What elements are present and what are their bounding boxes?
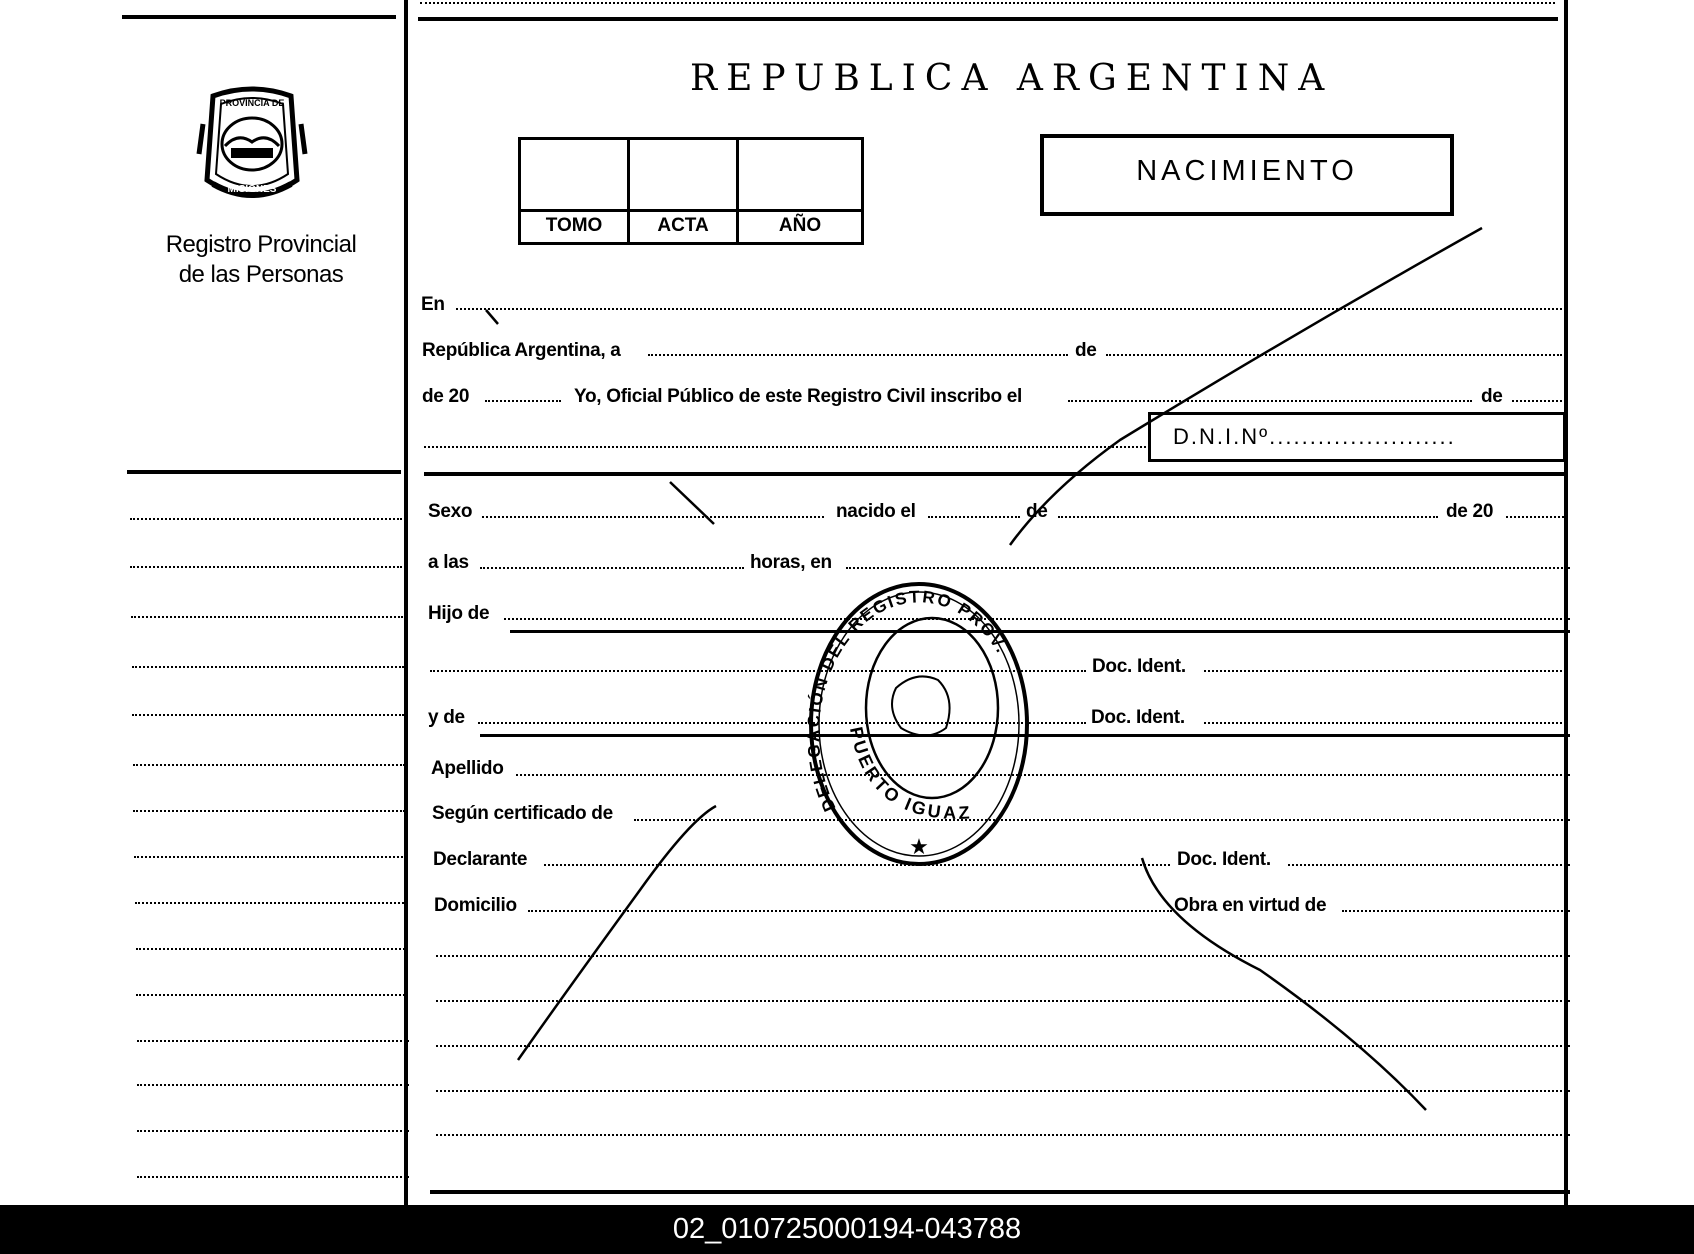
republica-label: República Argentina, a bbox=[422, 340, 621, 361]
tomo-label: TOMO bbox=[521, 209, 627, 242]
y-de-label: y de bbox=[428, 707, 465, 728]
de-label-2: de bbox=[1481, 386, 1503, 407]
declarante-label: Declarante bbox=[433, 849, 528, 870]
doc-ident-label-1: Doc. Ident. bbox=[1092, 656, 1186, 677]
stamp-ring-text: DELEG CIÓN DEL REGISTRO PROV. bbox=[806, 587, 1012, 815]
stamp-star-icon: ★ bbox=[909, 835, 929, 860]
de-label-3: de bbox=[1026, 501, 1048, 522]
ano-label: AÑO bbox=[739, 209, 861, 242]
de20-label: de 20 bbox=[422, 386, 470, 407]
logo-text-bottom: MISIONES bbox=[227, 184, 277, 195]
registry-name-line2: de las Personas bbox=[178, 261, 344, 288]
apellido-label: Apellido bbox=[431, 758, 504, 779]
sexo-label: Sexo bbox=[428, 501, 473, 522]
country-title: REPUBLICA ARGENTINA bbox=[690, 58, 1334, 99]
footer-bar bbox=[0, 1205, 1694, 1254]
stamp-city-text: PUERTO IGUAZ bbox=[845, 725, 973, 824]
official-seal-stamp bbox=[806, 578, 1032, 870]
tick-mark-en bbox=[486, 310, 498, 324]
diagonal-cancel-stroke bbox=[1010, 228, 1482, 545]
doc-ident-label-3: Doc. Ident. bbox=[1177, 849, 1271, 870]
hijo-de-label: Hijo de bbox=[428, 603, 490, 624]
acta-label: ACTA bbox=[630, 209, 736, 242]
document-id: 02_010725000194-043788 bbox=[672, 1213, 1022, 1245]
registry-name-line1: Registro Provincial bbox=[165, 231, 357, 258]
nacido-el-label: nacido el bbox=[836, 501, 916, 522]
de-label-1: de bbox=[1075, 340, 1097, 361]
left-curve-stroke bbox=[518, 806, 716, 1060]
domicilio-label: Domicilio bbox=[434, 895, 517, 916]
dni-label: D.N.I.Nº....................... bbox=[1173, 424, 1456, 449]
segun-certificado-label: Según certificado de bbox=[432, 803, 613, 824]
de20-label-b: de 20 bbox=[1446, 501, 1494, 522]
right-curve-stroke bbox=[1142, 858, 1426, 1110]
horas-en-label: horas, en bbox=[750, 552, 832, 573]
logo-text-top: PROVINCIA DE bbox=[219, 98, 285, 108]
en-label: En bbox=[421, 294, 445, 315]
a-las-label: a las bbox=[428, 552, 469, 573]
doc-ident-label-2: Doc. Ident. bbox=[1091, 707, 1185, 728]
tick-mark-sexo bbox=[670, 482, 714, 524]
obra-en-virtud-label: Obra en virtud de bbox=[1174, 895, 1327, 916]
act-type-label: NACIMIENTO bbox=[1136, 155, 1358, 187]
yo-oficial-label: Yo, Oficial Público de este Registro Civil inscribo el bbox=[574, 386, 1023, 407]
